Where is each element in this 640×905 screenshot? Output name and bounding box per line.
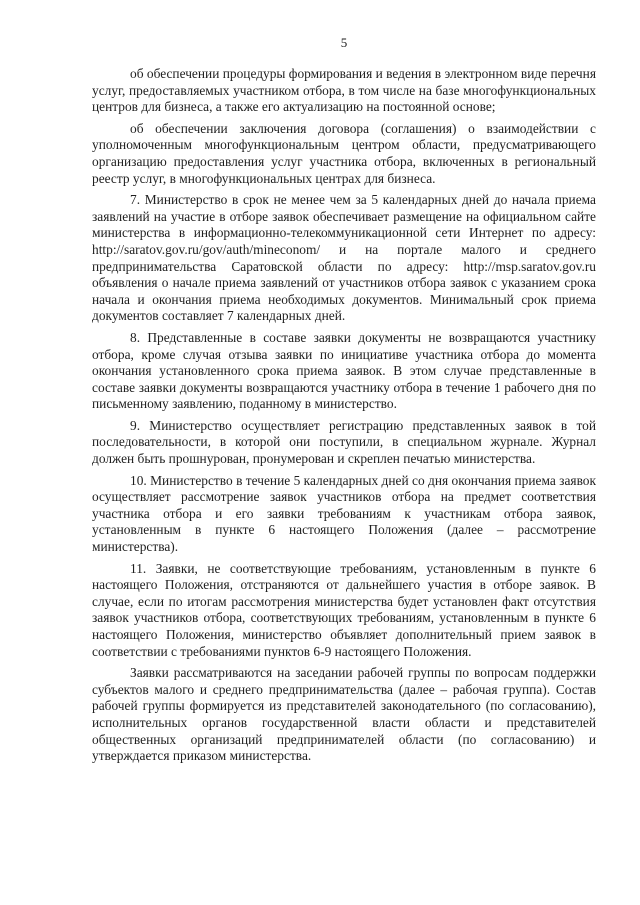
paragraph-working-group: Заявки рассматриваются на заседании рабочей группы по вопросам поддержки субъектов малого и среднего предпринимательства (далее – рабочая группа). Состав рабочей группы формируется из представителей законодательного (по согласованию), исполнительных органов государственной власти области и представителей общественных организаций предпринимателей области (по согласованию) и утверждается приказом министерства. [92, 665, 596, 764]
paragraph-item-10: 10. Министерство в течение 5 календарных дней со дня окончания приема заявок осуществляет рассмотрение заявок участников отбора на предмет соответствия участника отбора и его заявки требованиям к участникам отбора заявок, установленным в пункте 6 настоящего Положения (далее – рассмотрение министерства). [92, 472, 596, 555]
paragraph-service-list: об обеспечении процедуры формирования и ведения в электронном виде перечня услуг, предоставляемых участником отбора, в том числе на базе многофункциональных центров для бизнеса, а также его актуализацию на постоянной основе; [92, 66, 596, 115]
paragraph-item-9: 9. Министерство осуществляет регистрацию представленных заявок в той последовательности, в которой они поступили, в специальном журнале. Журнал должен быть прошнурован, пронумерован и скреплен печатью министерства. [92, 417, 596, 467]
paragraph-item-11: 11. Заявки, не соответствующие требованиям, установленным в пункте 6 настоящего Положения, отстраняются от дальнейшего участия в отборе заявок. В случае, если по итогам рассмотрения министерства будет установлен факт отсутствия заявок участников отбора, соответствующих требованиям, установленным в пункте 6 настоящего Положения, министерство объявляет дополнительный прием заявок в соответствии с требованиями пунктов 6-9 настоящего Положения. [92, 560, 596, 659]
paragraph-item-8: 8. Представленные в составе заявки документы не возвращаются участнику отбора, кроме случая отзыва заявки по инициативе участника отбора до момента окончания установленного срока приема заявок. В этом случае представленные в составе заявки документы возвращаются участнику отбора в течение 1 рабочего дня по письменному заявлению, поданному в министерство. [92, 329, 596, 412]
document-body [92, 66, 596, 765]
paragraph-mfc-agreement: об обеспечении заключения договора (соглашения) о взаимодействии с уполномоченным многофункциональным центром области, предусматривающего организацию предоставления услуг участника отбора, включенных в региональный реестр услуг, в многофункциональных центрах для бизнеса. [92, 120, 596, 186]
paragraph-item-7: 7. Министерство в срок не менее чем за 5 календарных дней до начала приема заявлений на участие в отборе заявок обеспечивает размещение на официальном сайте министерства в информационно-телекоммуникационной сети Интернет по адресу: http://saratov.gov.ru/gov/auth/mineconom/ и на портале малого и среднего предпринимательства Саратовской области по адресу: http://msp.saratov.gov.ru объявления о начале приема заявлений от участников отбора заявок с указанием срока начала и окончания приема необходимых документов. Минимальный срок приема документов составляет 7 календарных дней. [92, 192, 596, 324]
page-number: 5 [340, 35, 348, 50]
